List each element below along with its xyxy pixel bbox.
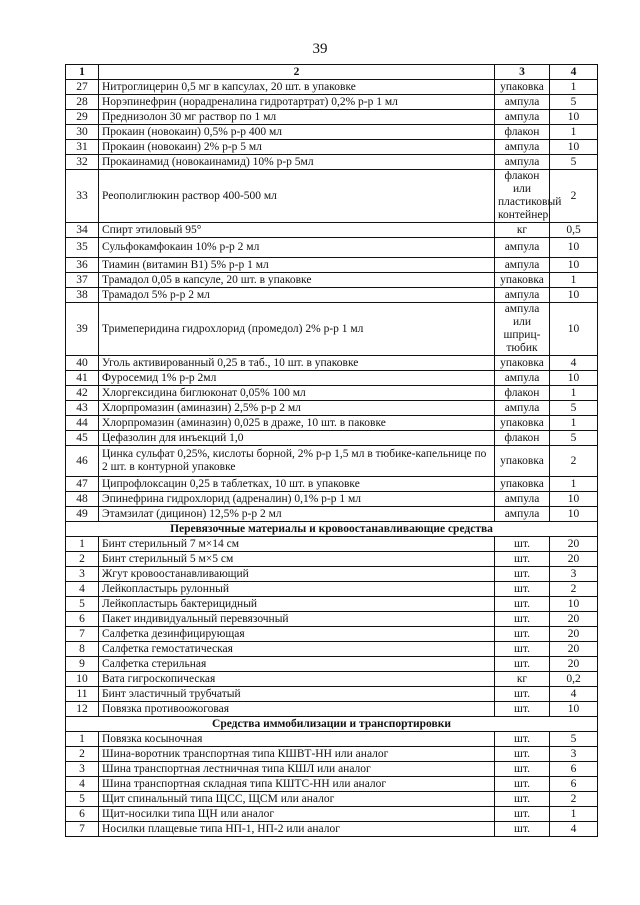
row-number: 46 [66,446,99,477]
row-number: 3 [66,762,99,777]
item-quantity: 10 [550,110,598,125]
item-unit: шт. [495,702,550,717]
row-number: 33 [66,170,99,223]
item-name: Щит спинальный типа ЩСС, ЩСМ или аналог [99,792,495,807]
item-quantity: 1 [550,125,598,140]
item-name: Фуросемид 1% р-р 2мл [99,371,495,386]
supplies-table [65,64,598,837]
item-name: Салфетка дезинфицирующая [99,627,495,642]
row-number: 4 [66,777,99,792]
item-unit: кг [495,672,550,687]
table-row [66,371,598,386]
item-quantity: 6 [550,762,598,777]
table-row [66,477,598,492]
item-quantity: 10 [550,258,598,273]
row-number: 1 [66,732,99,747]
item-quantity: 10 [550,140,598,155]
item-unit: кг [495,223,550,238]
item-unit: упаковка [495,446,550,477]
item-unit: шт. [495,627,550,642]
table-row [66,627,598,642]
row-number: 6 [66,612,99,627]
row-number: 48 [66,492,99,507]
table-row [66,431,598,446]
item-name: Тримеперидина гидрохлорид (промедол) 2% р-р 1 мл [99,303,495,356]
row-number: 31 [66,140,99,155]
item-name: Спирт этиловый 95° [99,223,495,238]
item-unit: шт. [495,687,550,702]
row-number: 27 [66,80,99,95]
item-unit: шт. [495,762,550,777]
item-name: Салфетка стерильная [99,657,495,672]
item-unit: флакон [495,386,550,401]
item-unit: ампула [495,238,550,258]
item-name: Эпинефрина гидрохлорид (адреналин) 0,1% р-р 1 мл [99,492,495,507]
item-unit: шт. [495,792,550,807]
item-name: Вата гигроскопическая [99,672,495,687]
table-row [66,552,598,567]
item-quantity: 2 [550,446,598,477]
row-number: 30 [66,125,99,140]
item-name: Реополиглюкин раствор 400-500 мл [99,170,495,223]
row-number: 38 [66,288,99,303]
item-quantity: 10 [550,303,598,356]
item-unit: шт. [495,732,550,747]
table-row [66,507,598,522]
item-quantity: 0,5 [550,223,598,238]
row-number: 8 [66,642,99,657]
section-title-dressings: Перевязочные материалы и кровоостанавливающие средства [66,522,598,537]
item-name: Бинт стерильный 5 м×5 см [99,552,495,567]
row-number: 39 [66,303,99,356]
item-name: Повязка косыночная [99,732,495,747]
item-unit: шт. [495,552,550,567]
item-quantity: 5 [550,155,598,170]
item-name: Тиамин (витамин В1) 5% р-р 1 мл [99,258,495,273]
table-row [66,762,598,777]
item-name: Салфетка гемостатическая [99,642,495,657]
item-quantity: 6 [550,777,598,792]
table-row [66,303,598,356]
table-row [66,155,598,170]
item-name: Прокаинамид (новокаинамид) 10% р-р 5мл [99,155,495,170]
item-unit: шт. [495,747,550,762]
item-unit: флакон или пластиковый контейнер [495,170,550,223]
item-unit: упаковка [495,273,550,288]
item-name: Хлорпромазин (аминазин) 2,5% р-р 2 мл [99,401,495,416]
table-row [66,657,598,672]
row-number: 43 [66,401,99,416]
table-row [66,273,598,288]
row-number: 32 [66,155,99,170]
row-number: 35 [66,238,99,258]
item-name: Уголь активированный 0,25 в таб., 10 шт. в упаковке [99,356,495,371]
item-quantity: 10 [550,702,598,717]
section-title-dressings-row [66,522,598,537]
item-quantity: 3 [550,747,598,762]
item-name: Хлоргексидина биглюконат 0,05% 100 мл [99,386,495,401]
item-unit: ампула [495,140,550,155]
item-unit: флакон [495,125,550,140]
item-quantity: 1 [550,416,598,431]
row-number: 34 [66,223,99,238]
item-unit: шт. [495,537,550,552]
item-unit: шт. [495,807,550,822]
item-name: Бинт стерильный 7 м×14 см [99,537,495,552]
item-quantity: 10 [550,597,598,612]
table-row [66,110,598,125]
item-name: Трамадол 5% р-р 2 мл [99,288,495,303]
item-name: Сульфокамфокаин 10% р-р 2 мл [99,238,495,258]
row-number: 42 [66,386,99,401]
item-name: Хлорпромазин (аминазин) 0,025 в драже, 10 шт. в паковке [99,416,495,431]
row-number: 28 [66,95,99,110]
table-row [66,777,598,792]
item-name: Пакет индивидуальный перевязочный [99,612,495,627]
item-quantity: 10 [550,492,598,507]
item-unit: упаковка [495,356,550,371]
table-row [66,702,598,717]
table-row [66,80,598,95]
table-row [66,687,598,702]
header-row [66,65,598,80]
row-number: 3 [66,567,99,582]
section-title-immobilization: Средства иммобилизации и транспортировки [66,717,598,732]
item-name: Носилки плащевые типа НП-1, НП-2 или аналог [99,822,495,837]
item-unit: упаковка [495,477,550,492]
table-row [66,822,598,837]
table-row [66,125,598,140]
table-row [66,597,598,612]
table-row [66,223,598,238]
item-unit: ампула [495,110,550,125]
item-quantity: 1 [550,80,598,95]
row-number: 6 [66,807,99,822]
table-row [66,747,598,762]
table-row [66,446,598,477]
header-cell-unit: 3 [495,65,550,80]
row-number: 44 [66,416,99,431]
row-number: 10 [66,672,99,687]
item-quantity: 20 [550,642,598,657]
item-quantity: 1 [550,807,598,822]
item-quantity: 2 [550,792,598,807]
row-number: 45 [66,431,99,446]
table-row [66,642,598,657]
row-number: 2 [66,552,99,567]
item-name: Бинт эластичный трубчатый [99,687,495,702]
row-number: 2 [66,747,99,762]
row-number: 9 [66,657,99,672]
row-number: 40 [66,356,99,371]
item-name: Цинка сульфат 0,25%, кислоты борной, 2% р-р 1,5 мл в тюбике-капельнице по 2 шт. в контурной упаковке [99,446,495,477]
table-row [66,386,598,401]
table-row [66,537,598,552]
row-number: 5 [66,597,99,612]
item-quantity: 5 [550,95,598,110]
row-number: 36 [66,258,99,273]
item-name: Шина транспортная складная типа КШТС-НН или аналог [99,777,495,792]
item-quantity: 20 [550,627,598,642]
item-quantity: 20 [550,612,598,627]
table-row [66,258,598,273]
row-number: 4 [66,582,99,597]
item-unit: шт. [495,597,550,612]
item-unit: упаковка [495,80,550,95]
item-quantity: 20 [550,552,598,567]
item-unit: упаковка [495,416,550,431]
item-unit: ампула [495,507,550,522]
item-quantity: 4 [550,822,598,837]
item-name: Лейкопластырь рулонный [99,582,495,597]
row-number: 1 [66,537,99,552]
item-unit: ампула [495,371,550,386]
item-name: Ципрофлоксацин 0,25 в таблетках, 10 шт. в упаковке [99,477,495,492]
item-name: Трамадол 0,05 в капсуле, 20 шт. в упаковке [99,273,495,288]
table-row [66,792,598,807]
row-number: 49 [66,507,99,522]
table-row [66,492,598,507]
row-number: 7 [66,627,99,642]
item-unit: шт. [495,777,550,792]
item-quantity: 1 [550,386,598,401]
item-unit: ампула [495,401,550,416]
item-quantity: 2 [550,582,598,597]
item-unit: шт. [495,642,550,657]
item-quantity: 2 [550,170,598,223]
table-row [66,238,598,258]
item-quantity: 10 [550,238,598,258]
item-name: Нитроглицерин 0,5 мг в капсулах, 20 шт. в упаковке [99,80,495,95]
header-cell-name: 2 [99,65,495,80]
item-unit: ампула [495,492,550,507]
table-row [66,732,598,747]
item-unit: ампула или шприц-тюбик [495,303,550,356]
table-row [66,582,598,597]
section-title-immobilization-row [66,717,598,732]
item-unit: флакон [495,431,550,446]
item-unit: ампула [495,155,550,170]
item-name: Шина-воротник транспортная типа КШВТ-НН или аналог [99,747,495,762]
item-quantity: 5 [550,431,598,446]
table-row [66,416,598,431]
item-quantity: 5 [550,732,598,747]
item-quantity: 4 [550,356,598,371]
item-name: Этамзилат (дицинон) 12,5% р-р 2 мл [99,507,495,522]
header-cell-num: 1 [66,65,99,80]
table-row [66,401,598,416]
item-name: Повязка противоожоговая [99,702,495,717]
row-number: 37 [66,273,99,288]
table-row [66,140,598,155]
item-name: Прокаин (новокаин) 0,5% р-р 400 мл [99,125,495,140]
item-quantity: 10 [550,371,598,386]
item-name: Лейкопластырь бактерицидный [99,597,495,612]
item-quantity: 20 [550,657,598,672]
table-row [66,672,598,687]
item-unit: ампула [495,288,550,303]
item-unit: шт. [495,582,550,597]
item-quantity: 10 [550,288,598,303]
item-quantity: 0,2 [550,672,598,687]
item-unit: ампула [495,258,550,273]
table-row [66,356,598,371]
item-quantity: 1 [550,477,598,492]
item-name: Щит-носилки типа ЩН или аналог [99,807,495,822]
item-unit: шт. [495,567,550,582]
item-unit: шт. [495,657,550,672]
item-unit: ампула [495,95,550,110]
table-row [66,567,598,582]
item-quantity: 3 [550,567,598,582]
row-number: 12 [66,702,99,717]
item-quantity: 5 [550,401,598,416]
item-name: Преднизолон 30 мг раствор по 1 мл [99,110,495,125]
item-quantity: 4 [550,687,598,702]
header-cell-qty: 4 [550,65,598,80]
table-row [66,807,598,822]
item-name: Цефазолин для инъекций 1,0 [99,431,495,446]
item-unit: шт. [495,612,550,627]
item-name: Жгут кровоостанавливающий [99,567,495,582]
table-row [66,288,598,303]
item-name: Норэпинефрин (норадреналина гидротартрат) 0,2% р-р 1 мл [99,95,495,110]
table-row [66,170,598,223]
item-unit: шт. [495,822,550,837]
table-row [66,612,598,627]
item-name: Шина транспортная лестничная типа КШЛ или аналог [99,762,495,777]
row-number: 5 [66,792,99,807]
item-quantity: 20 [550,537,598,552]
row-number: 47 [66,477,99,492]
item-quantity: 10 [550,507,598,522]
item-quantity: 1 [550,273,598,288]
table-row [66,95,598,110]
row-number: 29 [66,110,99,125]
page-number: 39 [312,41,328,57]
item-name: Прокаин (новокаин) 2% р-р 5 мл [99,140,495,155]
row-number: 41 [66,371,99,386]
row-number: 7 [66,822,99,837]
row-number: 11 [66,687,99,702]
